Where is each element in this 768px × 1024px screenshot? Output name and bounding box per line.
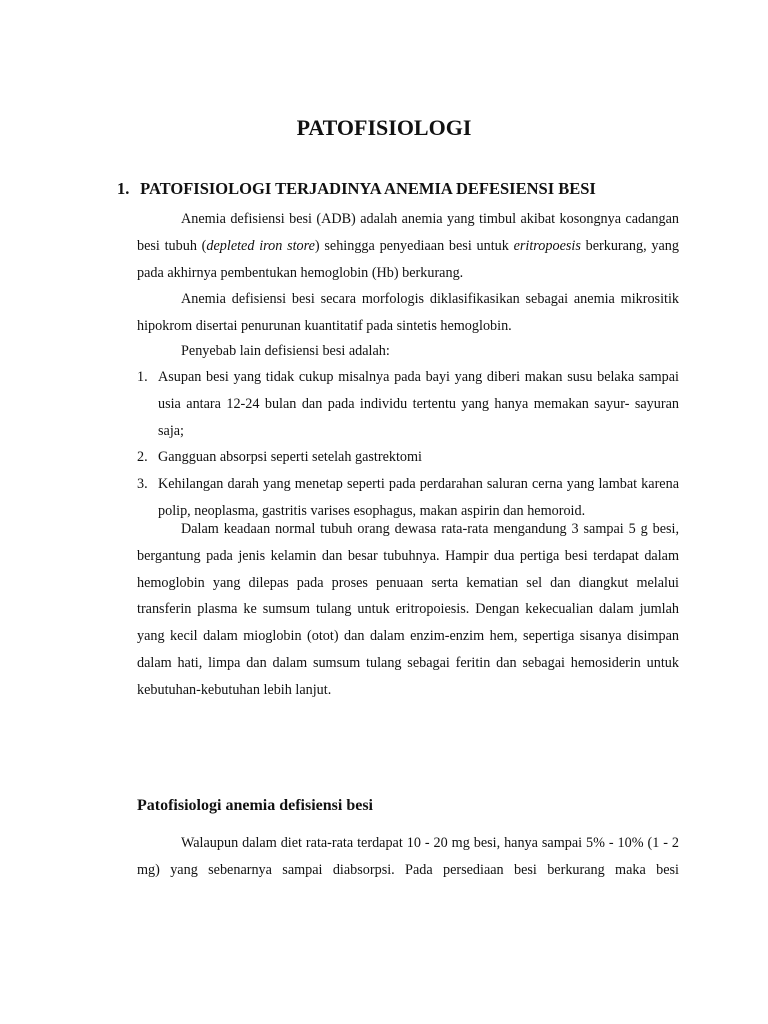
list-item-number: 2. bbox=[137, 449, 148, 466]
paragraph-adb-part-a: Anemia defisiensi besi (ADB) adalah anemia yang timbul akibat kosongnya cadangan besi tubuh ( bbox=[137, 211, 679, 254]
section-1-number: 1. bbox=[117, 179, 130, 198]
causes-list bbox=[137, 364, 679, 525]
section-1-heading-text: PATOFISIOLOGI TERJADINYA ANEMIA DEFESIENSI BESI bbox=[140, 179, 596, 198]
paragraph-adb-definition bbox=[137, 206, 679, 286]
paragraph-adb-italic-depleted: depleted iron store bbox=[206, 237, 315, 254]
paragraph-keadaan-normal: Dalam keadaan normal tubuh orang dewasa rata-rata mengandung 3 sampai 5 g besi, bergantung pada jenis kelamin dan besar tubuhnya. Hampir dua pertiga besi terdapat dalam hemoglobin yang dilepas pada proses penuaan serta kematian sel dan diangkut melalui transferin plasma ke sumsum tulang untuk eritropoiesis. Dengan kekecualian dalam jumlah yang kecil dalam mioglobin (otot) dan dalam enzim-enzim hem, sepertiga sisanya disimpan dalam hati, limpa dan dalam sumsum tulang sebagai feritin dan sebagai hemosiderin untuk kebutuhan-kebutuhan lebih lanjut. bbox=[137, 521, 679, 698]
list-item bbox=[137, 444, 679, 471]
section-2-heading: Patofisiologi anemia defisiensi besi bbox=[137, 797, 373, 814]
paragraph-adb-part-c: ) sehingga penyediaan besi untuk bbox=[314, 237, 514, 254]
page-title: PATOFISIOLOGI bbox=[296, 115, 472, 140]
list-item-text: Kehilangan darah yang menetap seperti pada perdarahan saluran cerna yang lambat karena polip, neoplasma, gastritis varises esophagus, makan aspirin dan hemoroid. bbox=[158, 476, 679, 519]
list-item-number: 3. bbox=[137, 476, 148, 493]
section-1-heading bbox=[117, 178, 596, 200]
paragraph-diet-absorpsi: Walaupun dalam diet rata-rata terdapat 10 - 20 mg besi, hanya sampai 5% - 10% (1 - 2 mg) yang sebenarnya sampai diabsorpsi. Pada persediaan besi berkurang maka besi bbox=[137, 835, 679, 878]
paragraph-morfologis: Anemia defisiensi besi secara morfologis diklasifikasikan sebagai anemia mikrositik hipokrom disertai penurunan kuantitatif pada sintetis hemoglobin. bbox=[137, 291, 679, 334]
paragraph-adb-part-e: berkurang, yang pada akhirnya pembentukan hemoglobin (Hb) berkurang. bbox=[137, 237, 679, 281]
paragraph-penyebab-intro: Penyebab lain defisiensi besi adalah: bbox=[181, 343, 390, 359]
paragraph-adb-italic-eritropoesis: eritropoesis bbox=[513, 237, 581, 254]
list-item bbox=[137, 364, 679, 444]
list-item-number: 1. bbox=[137, 369, 148, 385]
list-item-text: Asupan besi yang tidak cukup misalnya pada bayi yang diberi makan susu belaka sampai usia antara 12-24 bulan dan pada individu tertentu yang hanya memakan sayur- sayuran saja; bbox=[158, 369, 679, 439]
list-item-text: Gangguan absorpsi seperti setelah gastrektomi bbox=[158, 449, 422, 466]
